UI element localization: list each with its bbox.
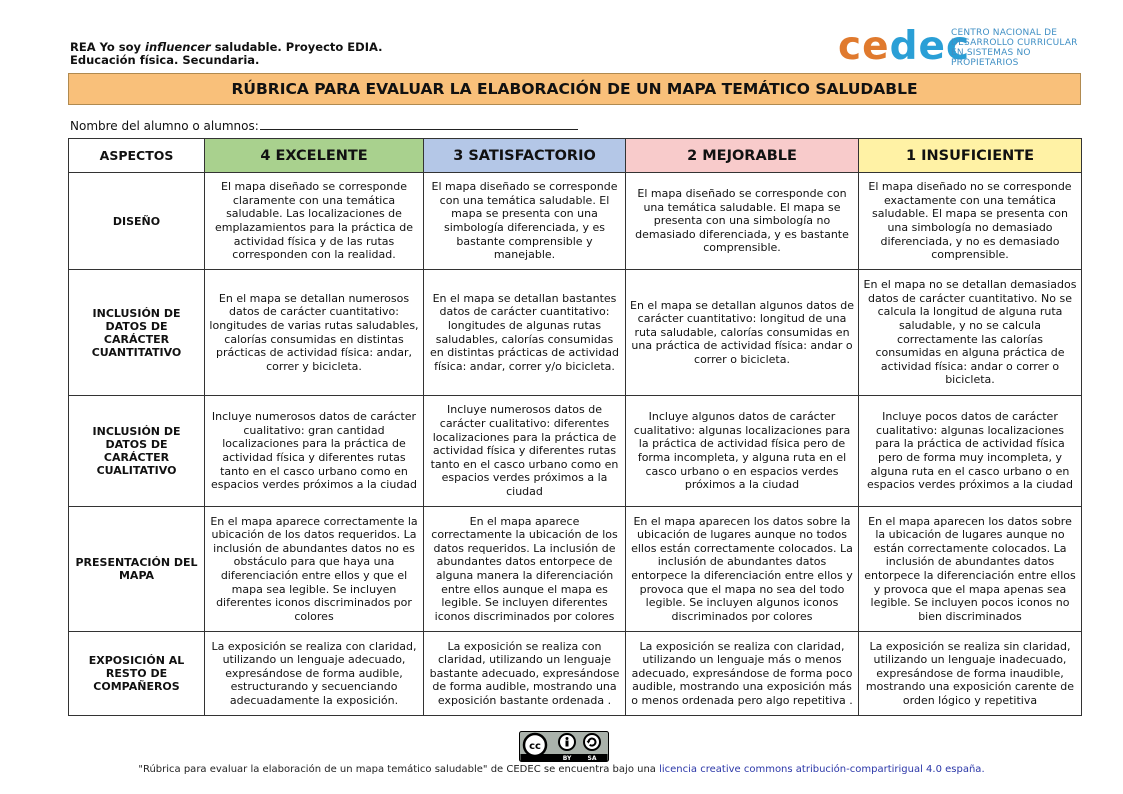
sa-label: SA [587, 755, 597, 762]
sa-icon [584, 734, 600, 750]
student-name-field[interactable]: Nombre del alumno o alumnos: [70, 117, 578, 133]
header-level-1: 1 INSUFICIENTE [859, 139, 1082, 173]
table-cell: Incluye pocos datos de carácter cualitativo: algunas localizaciones para la práctica de actividad física pero de forma muy incompleta, y alguna ruta en el casco urbano o en espacios verdes próximos a la ciudad [859, 396, 1082, 507]
student-name-line[interactable] [260, 117, 578, 130]
table-cell: En el mapa no se detallan demasiados datos de carácter cuantitativo. No se calcula la longitud de alguna ruta saludable, y no se calcula correctamente las calorías consumidas en alguna práctica de actividad física: andar o correr o bicicleta. [859, 270, 1082, 396]
table-cell: Incluye algunos datos de carácter cualitativo: algunas localizaciones para la práctica de actividad física pero de forma incompleta, y alguna ruta en el casco urbano o en espacios verdes próximos a la ciudad [626, 396, 859, 507]
cedec-logo [838, 24, 1083, 72]
table-row [69, 632, 1082, 716]
header-level-4: 4 EXCELENTE [205, 139, 424, 173]
table-cell: La exposición se realiza con claridad, utilizando un lenguaje adecuado, expresándose de forma audible, estructurando y secuenciando adecuadamente la exposición. [205, 632, 424, 716]
header-line-2: Educación física. Secundaria. [70, 53, 260, 67]
table-row [69, 270, 1082, 396]
header-aspectos: ASPECTOS [69, 139, 205, 173]
aspect-label: INCLUSIÓN DE DATOS DE CARÁCTER CUALITATIVO [69, 396, 205, 507]
table-row [69, 173, 1082, 270]
document-header [70, 41, 382, 67]
svg-text:cc: cc [529, 741, 541, 752]
table-cell: En el mapa se detallan numerosos datos de carácter cuantitativo: longitudes de varias rutas saludables, calorías consumidas en distintas prácticas de actividad física: andar, correr y bicicleta. [205, 270, 424, 396]
header-level-2: 2 MEJORABLE [626, 139, 859, 173]
aspect-label: INCLUSIÓN DE DATOS DE CARÁCTER CUANTITATIVO [69, 270, 205, 396]
aspect-label: PRESENTACIÓN DEL MAPA [69, 507, 205, 632]
table-cell: En el mapa aparece correctamente la ubicación de los datos requeridos. La inclusión de abundantes datos entorpece de alguna manera la diferenciación entre ellos aunque el mapa es legible. Se incluyen diferentes iconos discriminados por colores [424, 507, 626, 632]
table-cell: El mapa diseñado se corresponde con una temática saludable. El mapa se presenta con una simbología diferenciada, y es bastante comprensible y manejable. [424, 173, 626, 270]
page-title: RÚBRICA PARA EVALUAR LA ELABORACIÓN DE UN MAPA TEMÁTICO SALUDABLE [68, 73, 1081, 105]
table-cell: El mapa diseñado se corresponde claramente con una temática saludable. Las localizaciones de emplazamientos para la práctica de actividad física y de las rutas corresponden con la realidad. [205, 173, 424, 270]
table-cell: El mapa diseñado no se corresponde exactamente con una temática saludable. El mapa se presenta con una simbología no demasiado diferenciada, y no es demasiado comprensible. [859, 173, 1082, 270]
aspect-label: DISEÑO [69, 173, 205, 270]
rubric-table [68, 138, 1082, 716]
table-cell: Incluye numerosos datos de carácter cualitativo: diferentes localizaciones para la práctica de actividad física y diferentes rutas tanto en el casco urbano como en espacios verdes próximos a la ciudad [424, 396, 626, 507]
table-cell: El mapa diseñado se corresponde con una temática saludable. El mapa se presenta con una simbología no demasiado diferenciada, y es bastante comprensible. [626, 173, 859, 270]
table-cell: En el mapa aparecen los datos sobre la ubicación de lugares aunque no están correctamente colocados. La inclusión de abundantes datos entorpece la diferenciación entre ellos y provoca que el mapa apenas sea legible. Se incluyen pocos iconos no bien discriminados [859, 507, 1082, 632]
license-link[interactable]: licencia creative commons atribución-compartirigual 4.0 españa. [659, 764, 985, 775]
by-label: BY [562, 755, 572, 762]
table-cell: En el mapa se detallan algunos datos de carácter cuantitativo: longitud de una ruta saludable, calorías consumidas en una práctica de actividad física: andar o correr o bicicleta. [626, 270, 859, 396]
table-cell: En el mapa se detallan bastantes datos de carácter cuantitativo: longitudes de algunas rutas saludables, calorías consumidas en distintas prácticas de actividad física: andar, correr y/o bicicleta. [424, 270, 626, 396]
by-icon [559, 734, 575, 750]
header-line-1: REA Yo soy influencer saludable. Proyecto EDIA. [70, 40, 383, 54]
header-level-3: 3 SATISFACTORIO [424, 139, 626, 173]
table-cell: Incluye numerosos datos de carácter cualitativo: gran cantidad localizaciones para la práctica de actividad física y diferentes rutas tanto en el casco urbano como en espacios verdes próximos a la ciudad [205, 396, 424, 507]
table-cell: En el mapa aparecen los datos sobre la ubicación de lugares aunque no todos ellos están correctamente colocados. La inclusión de abundantes datos entorpece la diferenciación entre ellos y provoca que el mapa no sea del todo legible. Se incluyen algunos iconos discriminados por colores [626, 507, 859, 632]
table-cell: En el mapa aparece correctamente la ubicación de los datos requeridos. La inclusión de abundantes datos no es obstáculo para que haya una diferenciación entre ellos y que el mapa sea legible. Se incluyen diferentes iconos discriminados por colores [205, 507, 424, 632]
header-row [69, 139, 1082, 173]
table-cell: La exposición se realiza sin claridad, utilizando un lenguaje inadecuado, expresándose de forma inaudible, mostrando una exposición carente de orden lógico y repetitiva [859, 632, 1082, 716]
cc-icon [524, 734, 546, 756]
logo-wordmark: cedec [838, 24, 971, 69]
table-cell: La exposición se realiza con claridad, utilizando un lenguaje más o menos adecuado, expresándose de forma poco audible, mostrando una exposición más o menos ordenada pero algo repetitiva . [626, 632, 859, 716]
cc-license-badge[interactable] [519, 731, 609, 762]
table-row [69, 507, 1082, 632]
table-cell: La exposición se realiza con claridad, utilizando un lenguaje bastante adecuado, expresándose de forma audible, mostrando una exposición bastante ordenada . [424, 632, 626, 716]
license-footer: "Rúbrica para evaluar la elaboración de un mapa temático saludable" de CEDEC se encuentra bajo una licencia creative commons atribución-compartirigual 4.0 españa. [138, 764, 985, 775]
aspect-label: EXPOSICIÓN AL RESTO DE COMPAÑEROS [69, 632, 205, 716]
table-row [69, 396, 1082, 507]
logo-subtitle: CENTRO NACIONAL DE DESARROLLO CURRICULAR EN SISTEMAS NO PROPIETARIOS [951, 28, 1078, 68]
